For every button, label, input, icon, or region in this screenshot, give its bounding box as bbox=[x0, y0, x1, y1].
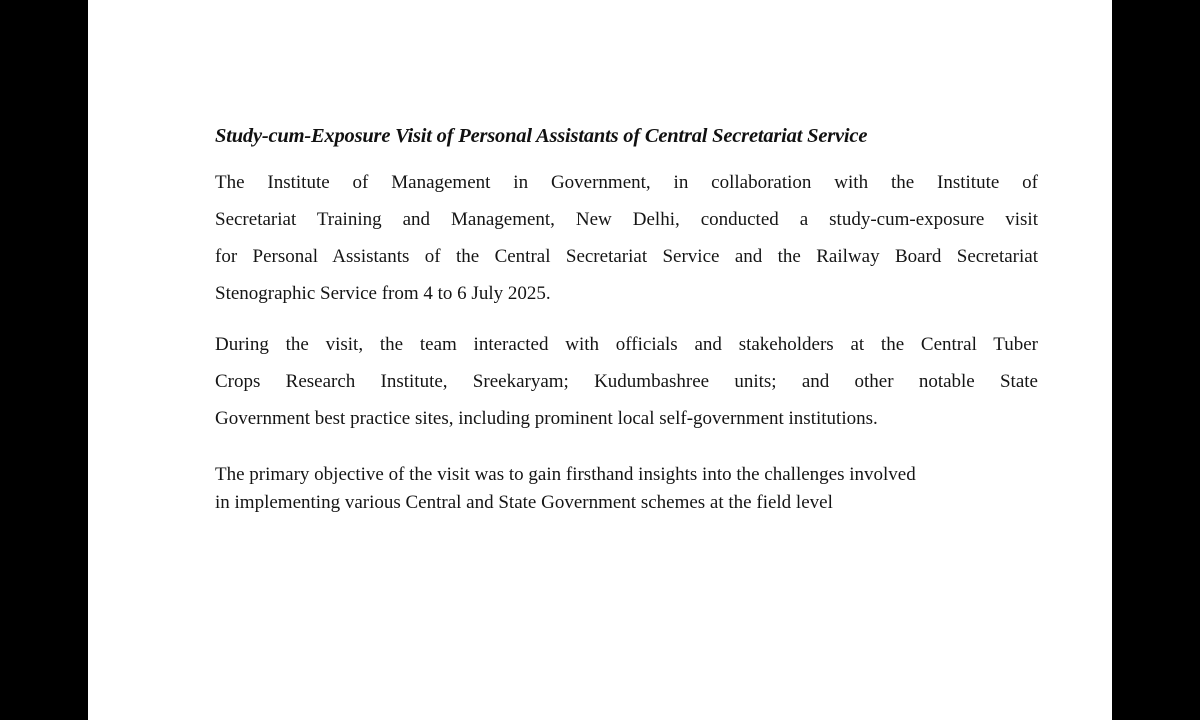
text-line: Government best practice sites, including prominent local self-government institutions. bbox=[215, 408, 878, 429]
text-line: The primary objective of the visit was to gain firsthand insights into the challenges involved bbox=[215, 464, 916, 485]
paragraph-3 bbox=[215, 461, 1038, 517]
text-line: The Institute of Management in Government, in collaboration with the Institute of bbox=[215, 172, 1038, 193]
letterbox-left-bar bbox=[0, 0, 88, 720]
text-line: Crops Research Institute, Sreekaryam; Kudumbashree units; and other notable State bbox=[215, 371, 1038, 392]
document-title: Study-cum-Exposure Visit of Personal Assistants of Central Secretariat Service bbox=[215, 125, 868, 147]
text-line: Stenographic Service from 4 to 6 July 2025. bbox=[215, 283, 551, 304]
text-line: During the visit, the team interacted with officials and stakeholders at the Central Tuber bbox=[215, 334, 1038, 355]
text-line: Secretariat Training and Management, New Delhi, conducted a study-cum-exposure visit bbox=[215, 209, 1038, 230]
paragraph-1 bbox=[215, 164, 1038, 312]
text-line: for Personal Assistants of the Central Secretariat Service and the Railway Board Secretariat bbox=[215, 246, 1038, 267]
paragraph-2 bbox=[215, 326, 1038, 437]
letterbox-right-bar bbox=[1112, 0, 1200, 720]
document-text-block bbox=[215, 0, 1038, 517]
document-page bbox=[88, 0, 1112, 720]
text-line: in implementing various Central and State Government schemes at the field level bbox=[215, 492, 833, 513]
